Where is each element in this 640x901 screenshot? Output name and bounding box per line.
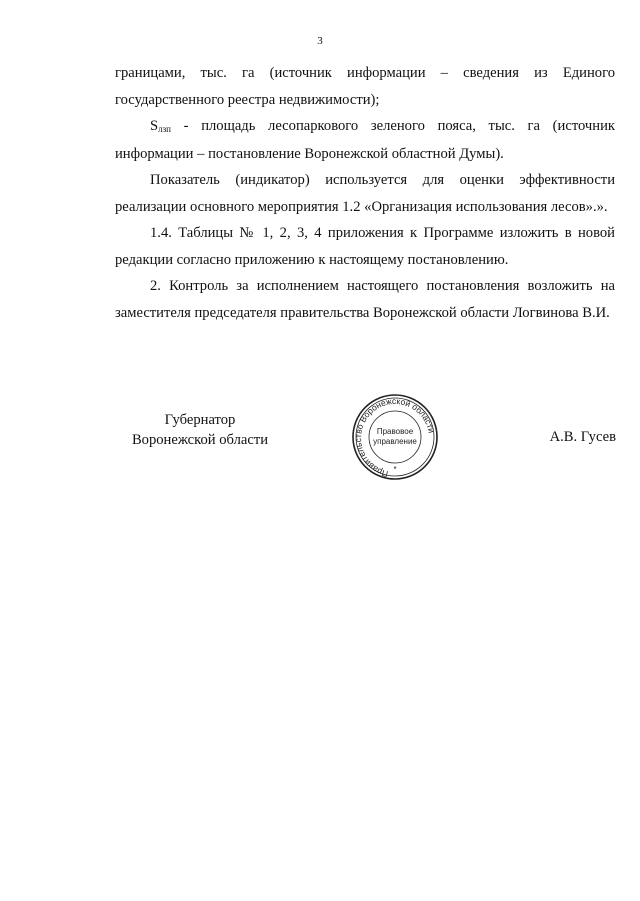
- stamp-center-line-1: Правовое: [376, 427, 414, 436]
- paragraph-4: 1.4. Таблицы № 1, 2, 3, 4 приложения к Программе изложить в новой редакции согласно приложению к настоящему постановлению.: [115, 225, 615, 268]
- stamp-center-line-2: управление: [373, 437, 417, 446]
- page-number: 3: [317, 35, 323, 47]
- paragraph-2: [115, 113, 615, 167]
- signature-position: [115, 410, 285, 450]
- stamp-star: *: [393, 465, 397, 474]
- paragraph-5: 2. Контроль за исполнением настоящего постановления возложить на заместителя председателя правительства Воронежской области Логвинова В.И.: [115, 278, 615, 321]
- paragraph-3: Показатель (индикатор) используется для оценки эффективности реализации основного мероприятия 1.2 «Организация использования лесов».».: [115, 172, 615, 215]
- document-body: [115, 60, 615, 326]
- position-line-1: Губернатор: [164, 412, 236, 428]
- stamp-ring-text: Правительство Воронежской области: [352, 395, 437, 480]
- paragraph-2-text: - площадь лесопаркового зеленого пояса, тыс. га (источник информации – постановление Воронежской областной Думы).: [115, 118, 615, 162]
- position-line-2: Воронежской области: [131, 432, 269, 448]
- paragraph-1: границами, тыс. га (источник информации – сведения из Единого государственного реестра недвижимости);: [115, 65, 615, 108]
- symbol-letter: S: [150, 118, 159, 134]
- symbol-subscript: лзп: [158, 124, 171, 134]
- official-stamp: [345, 392, 445, 482]
- signatory-name: А.В. Гусев: [549, 429, 616, 445]
